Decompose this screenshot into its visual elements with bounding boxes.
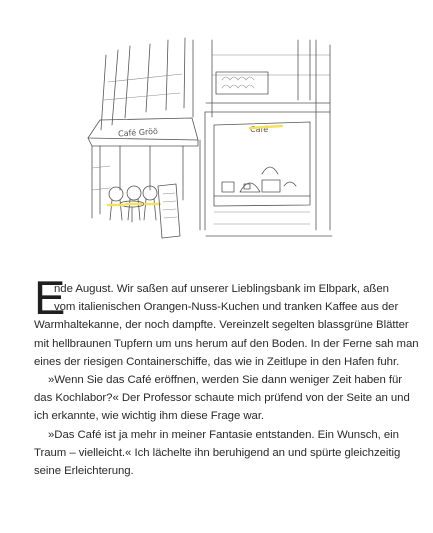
text-line: ich erkannte, wie wichtig ihm diese Frage war. — [34, 410, 265, 423]
cafe-front-right — [205, 112, 332, 236]
awning-sign: Café Gröö — [117, 126, 159, 139]
text-line: »Wenn Sie das Café eröffnen, werden Sie dann weniger Zeit haben für — [48, 374, 402, 387]
paragraph-1 — [34, 271, 419, 371]
text-line: Warmhaltekanne, der noch dampfte. Vereinzelt segelten blassgrüne Blätter — [34, 319, 409, 332]
text-line: mit hellbraunen Tupfern um uns herum auf den Boden. In der Ferne sah man — [34, 337, 419, 350]
drop-cap: E — [34, 271, 66, 324]
paragraph-3 — [34, 426, 404, 481]
text-line: vom italienischen Orangen-Nuss-Kuchen und tranken Kaffee aus der — [54, 301, 399, 314]
window-sign: Café — [250, 125, 269, 134]
text-line: das Kochlabor?« Der Professor schaute mich prüfend von der Seite an und — [34, 392, 410, 405]
story-text — [34, 271, 419, 480]
text-line: eines der riesigen Containerschiffe, das wie in Zeitlupe in den Hafen fuhr. — [34, 355, 400, 368]
text-line: »Das Café ist ja mehr in meiner Fantasie entstanden. Ein Wunsch, ein — [48, 428, 399, 441]
text-line: seine Erleichterung. — [34, 465, 134, 478]
text-line: Traum – vielleicht.« Ich lächelte ihn beruhigend an und spürte gleichzeitig — [34, 446, 401, 459]
text-line: nde August. Wir saßen auf unserer Lieblingsbank im Elbpark, aßen — [54, 283, 389, 295]
paragraph-2 — [34, 371, 410, 426]
cafe-front-left — [92, 140, 200, 238]
awning — [88, 118, 198, 146]
